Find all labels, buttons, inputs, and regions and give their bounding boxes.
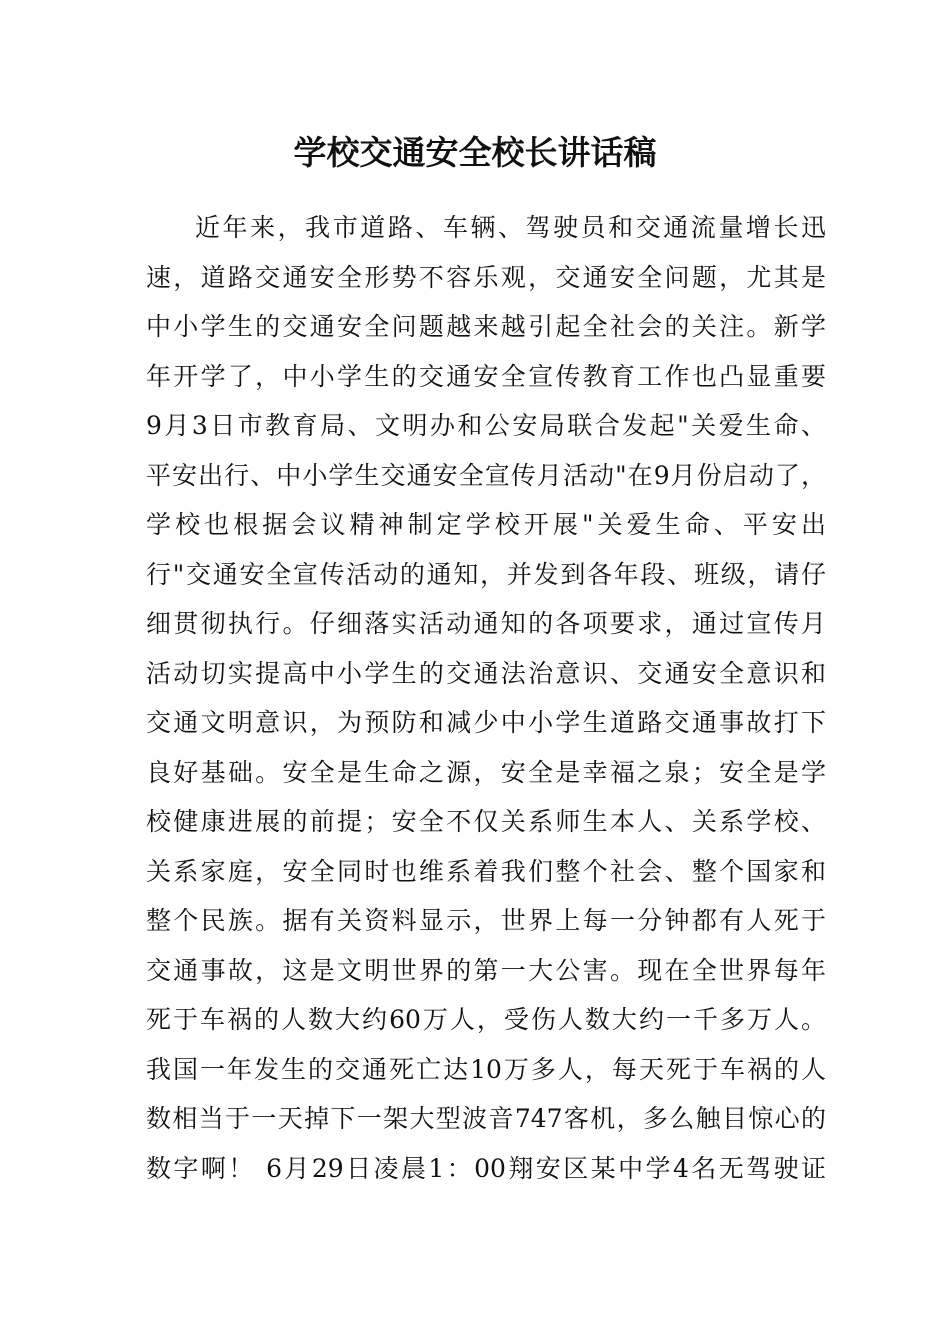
body-line: 学校也根据会议精神制定学校开展"关爱生命、平安出: [146, 510, 826, 539]
document-title: 学校交通安全校长讲话稿: [293, 133, 657, 172]
body-line: 9月3日市教育局、文明办和公安局联合发起"关爱生命、: [146, 411, 826, 440]
body-line: 数字啊！ 6月29日凌晨1：00翔安区某中学4名无驾驶证: [146, 1153, 826, 1183]
body-line: 年开学了，中小学生的交通安全宣传教育工作也凸显重要: [146, 361, 826, 391]
body-line: 行"交通安全宣传活动的通知，并发到各年段、班级，请仔: [146, 559, 826, 589]
body-line: 整个民族。据有关资料显示，世界上每一分钟都有人死于: [146, 906, 826, 935]
body-line: 数相当于一天掉下一架大型波音747客机，多么触目惊心的: [146, 1104, 826, 1133]
body-line: 中小学生的交通安全问题越来越引起全社会的关注。新学: [146, 312, 826, 341]
body-line: 近年来，我市道路、车辆、驾驶员和交通流量增长迅: [195, 213, 826, 242]
body-line: 细贯彻执行。仔细落实活动通知的各项要求，通过宣传月: [146, 609, 826, 638]
body-line: 交通文明意识，为预防和减少中小学生道路交通事故打下: [146, 708, 826, 737]
body-line: 校健康进展的前提；安全不仅关系师生本人、关系学校、: [146, 807, 826, 836]
body-line: 我国一年发生的交通死亡达10万多人，每天死于车祸的人: [146, 1054, 826, 1084]
body-line: 速，道路交通安全形势不容乐观，交通安全问题，尤其是: [146, 262, 826, 292]
body-line: 死于车祸的人数大约60万人，受伤人数大约一千多万人。: [146, 1005, 826, 1034]
body-line: 关系家庭，安全同时也维系着我们整个社会、整个国家和: [146, 856, 826, 886]
body-line: 交通事故，这是文明世界的第一大公害。现在全世界每年: [146, 955, 826, 985]
document-body: [146, 203, 826, 1193]
body-line: 良好基础。安全是生命之源，安全是幸福之泉；安全是学: [146, 757, 826, 787]
body-line: 平安出行、中小学生交通安全宣传月活动"在9月份启动了，: [146, 460, 826, 490]
body-line: 活动切实提高中小学生的交通法治意识、交通安全意识和: [146, 658, 826, 688]
